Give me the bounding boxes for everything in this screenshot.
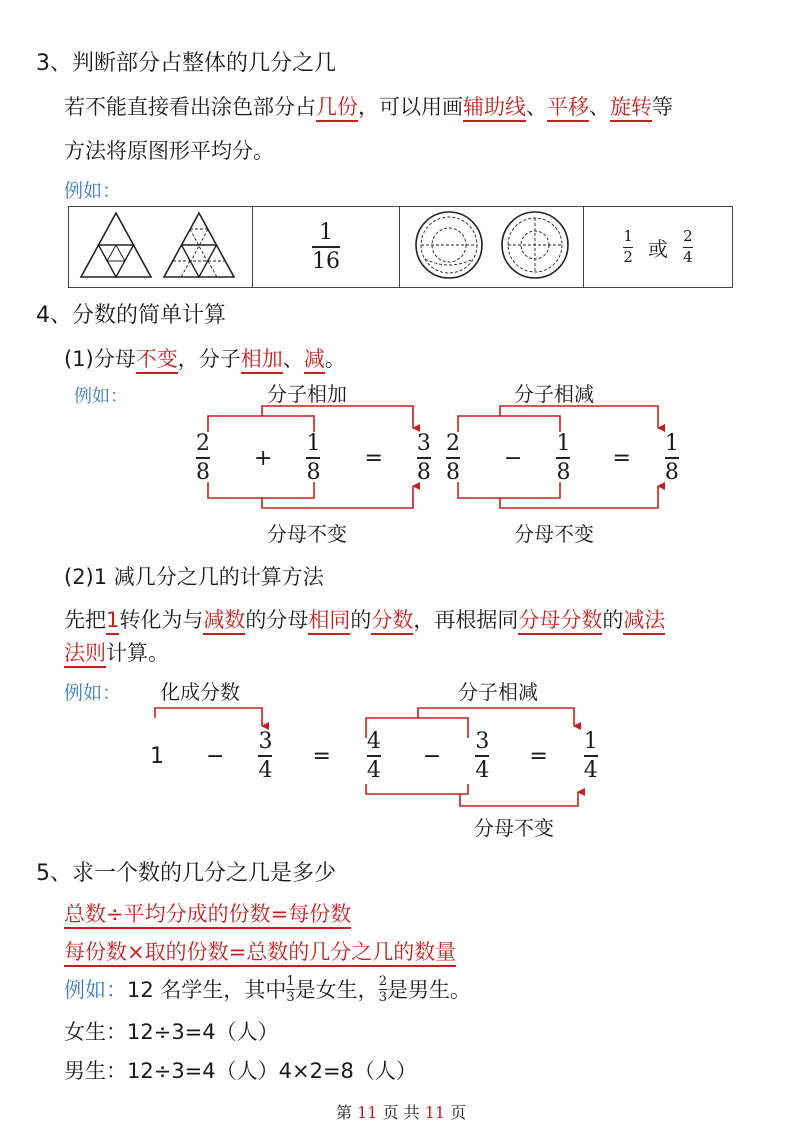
- keyword-rule: 法则: [64, 641, 106, 668]
- girls-calc: 女生：12÷3=4（人）: [64, 1020, 279, 1044]
- plus-sign: +: [254, 445, 273, 471]
- text: 12 名学生，其中: [127, 978, 287, 1002]
- fraction: [446, 432, 460, 484]
- subtraction-equation: [446, 428, 686, 488]
- fraction: [556, 432, 570, 484]
- numerator: 2: [378, 973, 387, 989]
- minus-sign: −: [504, 445, 523, 471]
- numerator: 3: [416, 430, 431, 456]
- equals-sign: =: [612, 445, 631, 471]
- text: 转化为与: [119, 608, 204, 632]
- s4-rule-2-title: (2)1 减几分之几的计算方法: [64, 565, 324, 589]
- example-label: 例如：: [74, 386, 128, 407]
- text: 。: [324, 347, 346, 371]
- fraction: [417, 432, 431, 484]
- equals-sign: =: [529, 743, 548, 769]
- denominator: 8: [446, 460, 460, 485]
- numerator: 1: [583, 728, 598, 754]
- numerator: 2: [683, 226, 693, 245]
- one-bottom-label: 分母不变: [474, 816, 554, 840]
- fraction: [367, 730, 381, 782]
- text: 、: [526, 95, 547, 119]
- one-minus-equation: [150, 726, 600, 786]
- denominator: 4: [366, 758, 381, 783]
- keyword-rotate: 旋转: [610, 95, 652, 122]
- fraction: [665, 432, 679, 484]
- denominator: 3: [286, 989, 295, 1005]
- one: 1: [150, 743, 164, 769]
- text: 、: [282, 347, 304, 371]
- s5-example: [64, 974, 471, 1004]
- equals-sign: =: [364, 445, 383, 471]
- one-top-label: 分子相减: [458, 680, 538, 704]
- fraction-1-3: [286, 975, 294, 1004]
- text: 先把: [64, 608, 106, 632]
- example-label: 例如：: [64, 978, 127, 1002]
- keyword-fraction: 分数: [371, 608, 413, 635]
- text: ，再根据同: [413, 608, 519, 632]
- text: 若不能直接看出涂色部分占: [64, 95, 316, 119]
- example-label: 例如：: [64, 180, 122, 202]
- numerator: 4: [366, 728, 381, 754]
- text: 的: [350, 608, 372, 632]
- page-total: 11: [424, 1103, 446, 1122]
- numerator: 1: [319, 219, 333, 245]
- numerator: 1: [306, 430, 321, 456]
- text: ，分子: [177, 347, 241, 371]
- minus-sign: −: [206, 743, 225, 769]
- formula-1: [64, 898, 351, 928]
- text: ，可以用画: [358, 95, 463, 119]
- text: 是女生，: [294, 978, 379, 1002]
- text: 、: [589, 95, 610, 119]
- numerator: 3: [258, 728, 273, 754]
- denominator: 4: [258, 758, 273, 783]
- sub-top-label: 分子相减: [514, 382, 594, 406]
- denominator: 8: [416, 460, 431, 485]
- convert-label: 化成分数: [160, 680, 240, 704]
- denominator: 8: [556, 460, 571, 485]
- numerator: 2: [446, 430, 460, 456]
- s4-rule-2-line-1: [64, 604, 665, 634]
- keyword-portions: 几份: [316, 95, 358, 122]
- text: 等: [652, 95, 673, 119]
- minus-sign: −: [422, 743, 442, 769]
- or-text: 或: [648, 236, 668, 261]
- numerator: 3: [475, 728, 490, 754]
- denominator: 4: [683, 247, 693, 266]
- text: 的: [602, 608, 624, 632]
- fraction-2-3: [379, 975, 387, 1004]
- formula-2-text: 每份数×取的份数=总数的几分之几的数量: [64, 940, 456, 967]
- numerator: 2: [196, 430, 210, 456]
- fraction: [258, 730, 272, 782]
- s3-line-2: 方法将原图形平均分。: [64, 139, 274, 163]
- add-top-label: 分子相加: [267, 382, 347, 406]
- fraction: [584, 730, 598, 782]
- numerator: 1: [623, 226, 633, 245]
- keyword-one: 1: [106, 608, 119, 635]
- page-footer: [336, 1100, 466, 1123]
- add-bottom-label: 分母不变: [267, 522, 347, 546]
- section-5-heading: 5、求一个数的几分之几是多少: [36, 861, 336, 886]
- keyword-translate: 平移: [547, 95, 589, 122]
- denominator: 16: [312, 249, 340, 274]
- denominator: 8: [306, 460, 321, 485]
- fraction: [196, 432, 210, 484]
- text: 是男生。: [386, 978, 471, 1002]
- keyword-unchanged: 不变: [136, 347, 178, 374]
- denominator: 4: [583, 758, 598, 783]
- text: 页 共: [382, 1103, 420, 1122]
- keyword-subtrahend: 减数: [203, 608, 245, 635]
- section-4-heading: 4、分数的简单计算: [36, 303, 226, 328]
- keyword-auxiliary-line: 辅助线: [463, 95, 526, 122]
- text: 第: [336, 1103, 353, 1122]
- boys-calc: 男生：12÷3=4（人）4×2=8（人）: [64, 1059, 417, 1083]
- numerator: 1: [556, 430, 571, 456]
- denominator: 8: [664, 460, 679, 485]
- text: 的分母: [245, 608, 309, 632]
- numerator: 1: [286, 973, 295, 989]
- keyword-same: 相同: [308, 608, 350, 635]
- example-label: 例如：: [64, 682, 122, 704]
- keyword-add: 相加: [241, 347, 283, 374]
- denominator: 3: [378, 989, 387, 1005]
- fraction: [306, 432, 320, 484]
- formula-2: [64, 936, 456, 966]
- numerator: 1: [664, 430, 679, 456]
- formula-1-text: 总数÷平均分成的份数=每份数: [64, 902, 351, 929]
- sub-bottom-label: 分母不变: [514, 522, 594, 546]
- page-number: 11: [357, 1103, 378, 1122]
- denominator: 4: [475, 758, 490, 783]
- fraction: [475, 730, 489, 782]
- text: 页: [450, 1103, 467, 1122]
- keyword-subtraction: 减法: [623, 608, 665, 635]
- text: 计算。: [106, 641, 169, 665]
- section-3-heading: 3、判断部分占整体的几分之几: [36, 51, 336, 76]
- keyword-subtract: 减: [304, 347, 325, 374]
- denominator: 8: [196, 460, 210, 485]
- denominator: 2: [623, 247, 633, 266]
- equals-sign: =: [312, 743, 331, 769]
- s4-rule-2-line-2: [64, 637, 169, 667]
- keyword-same-denominator-fraction: 分母分数: [518, 608, 602, 635]
- text: (1)分母: [64, 347, 136, 371]
- addition-equation: [196, 428, 436, 488]
